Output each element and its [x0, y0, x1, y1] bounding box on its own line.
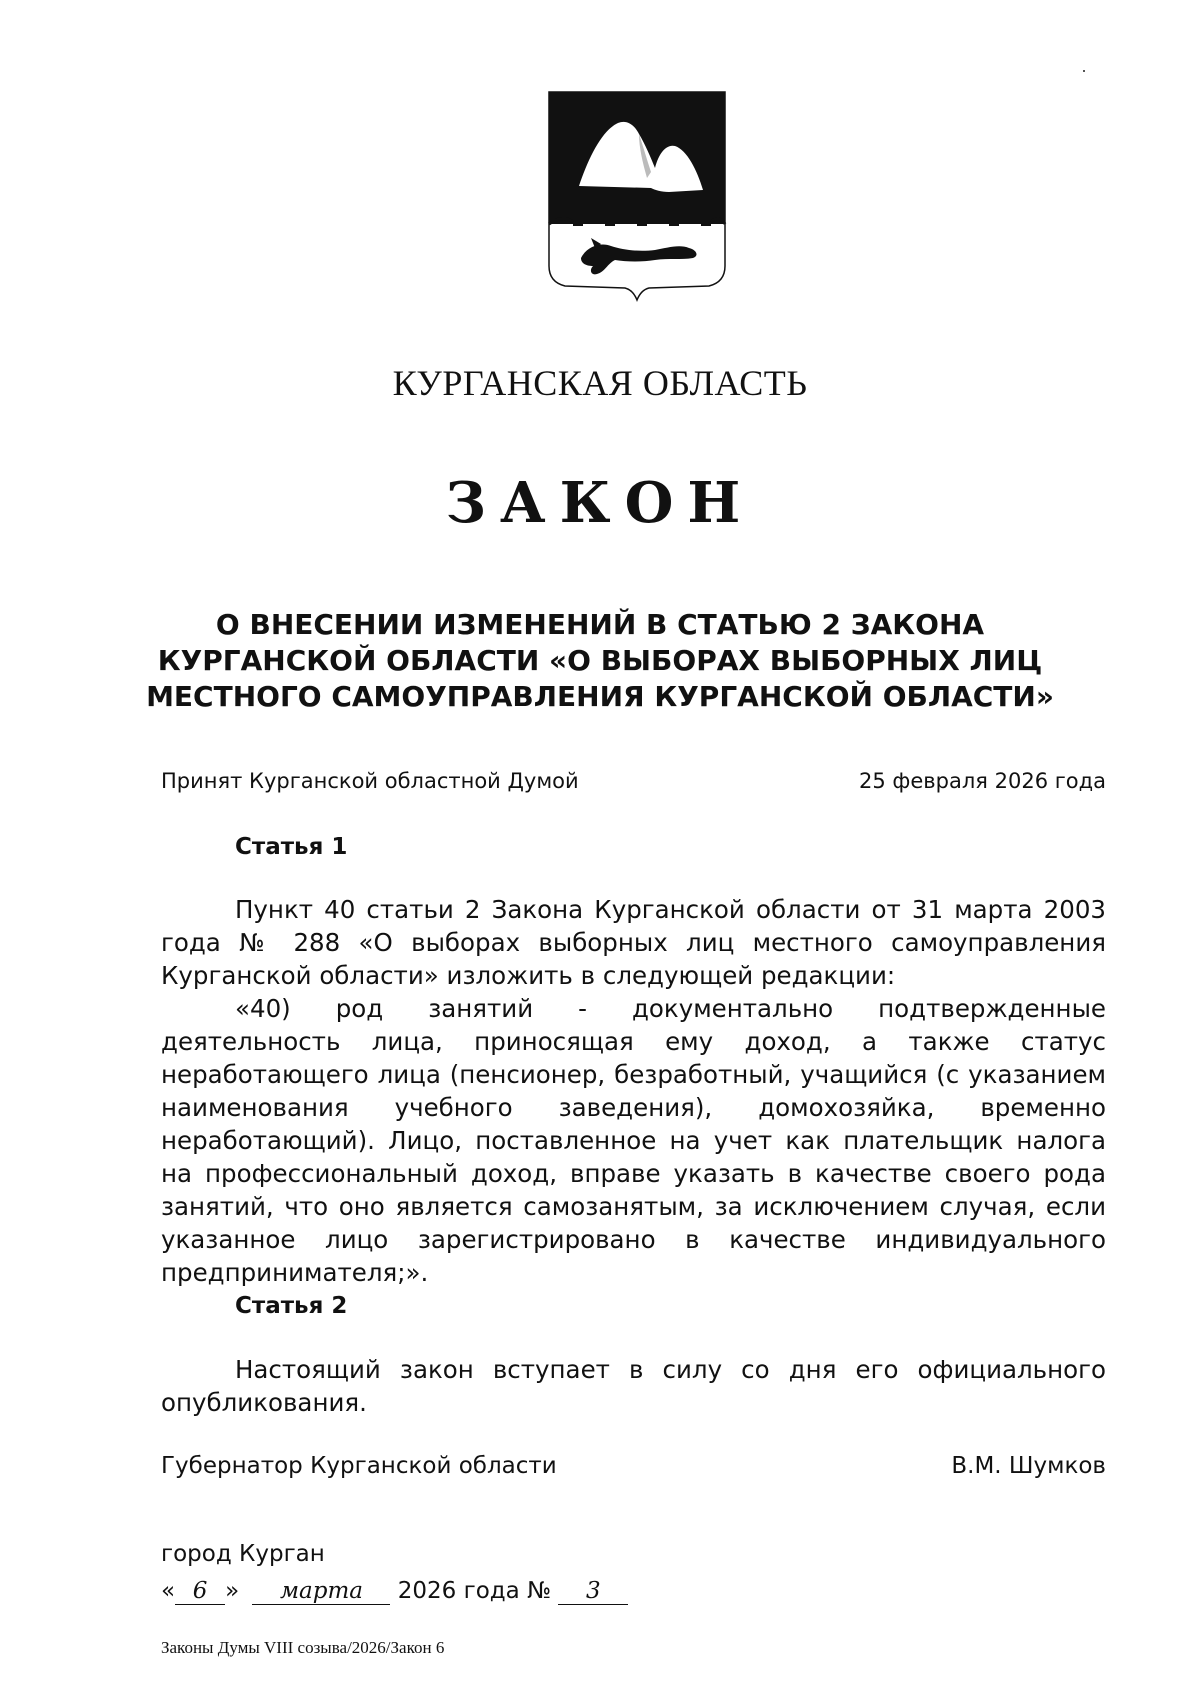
adoption-line — [161, 769, 1106, 793]
region-name: КУРГАНСКАЯ ОБЛАСТЬ — [392, 363, 808, 403]
article-1-body — [161, 893, 1106, 1289]
date-number-line — [161, 1578, 628, 1605]
article-2-body — [161, 1353, 1106, 1419]
article-2-paragraph: Настоящий закон вступает в силу со дня его официального опубликования. — [161, 1355, 1106, 1417]
article-1-heading: Статья 1 — [235, 834, 348, 860]
document-type: ЗАКОН — [445, 470, 755, 536]
handwritten-day: 6 — [175, 1578, 225, 1605]
signature-name: В.М. Шумков — [951, 1453, 1106, 1479]
handwritten-month: марта — [252, 1578, 390, 1605]
law-title — [140, 607, 1060, 715]
article-2-heading: Статья 2 — [235, 1293, 348, 1319]
signature-position: Губернатор Курганской области — [161, 1453, 557, 1479]
quote-close: » — [225, 1578, 240, 1604]
law-title-line: КУРГАНСКОЙ ОБЛАСТИ «О ВЫБОРАХ ВЫБОРНЫХ ЛИЦ — [157, 644, 1043, 677]
handwritten-number: 3 — [558, 1578, 628, 1605]
quote-open: « — [161, 1578, 176, 1604]
signature-line — [161, 1453, 1106, 1479]
adoption-body: Принят Курганской областной Думой — [161, 769, 579, 793]
adoption-date: 25 февраля 2026 года — [859, 769, 1106, 793]
law-title-line: О ВНЕСЕНИИ ИЗМЕНЕНИЙ В СТАТЬЮ 2 ЗАКОНА — [215, 608, 985, 641]
coat-of-arms-icon — [543, 90, 731, 320]
footer-reference: Законы Думы VIII созыва/2026/Закон 6 — [161, 1638, 445, 1657]
article-1-paragraph: «40) род занятий - документально подтвержденные деятельность лица, приносящая ему доход, а также статус неработающего лица (пенсионер, безработный, учащийся (с указанием наименования учебного заведения), домохозяйка, временно неработающий). Лицо, поставленное на учет как плательщик налога на профессиональный доход, вправе указать в качестве своего рода занятий, что оно является самозанятым, за исключением случая, если указанное лицо зарегистрировано в качестве индивидуального предпринимателя;». — [161, 994, 1106, 1287]
law-title-line: МЕСТНОГО САМОУПРАВЛЕНИЯ КУРГАНСКОЙ ОБЛАСТИ» — [146, 680, 1054, 713]
year-number-label: 2026 года № — [397, 1578, 552, 1604]
article-1-paragraph: Пункт 40 статьи 2 Закона Курганской области от 31 марта 2003 года № 288 «О выборах выборных лиц местного самоуправления Курганской области» изложить в следующей редакции: — [161, 895, 1106, 990]
scan-speck — [1083, 70, 1085, 72]
place-city: город Курган — [161, 1541, 325, 1567]
coat-of-arms — [543, 90, 731, 320]
